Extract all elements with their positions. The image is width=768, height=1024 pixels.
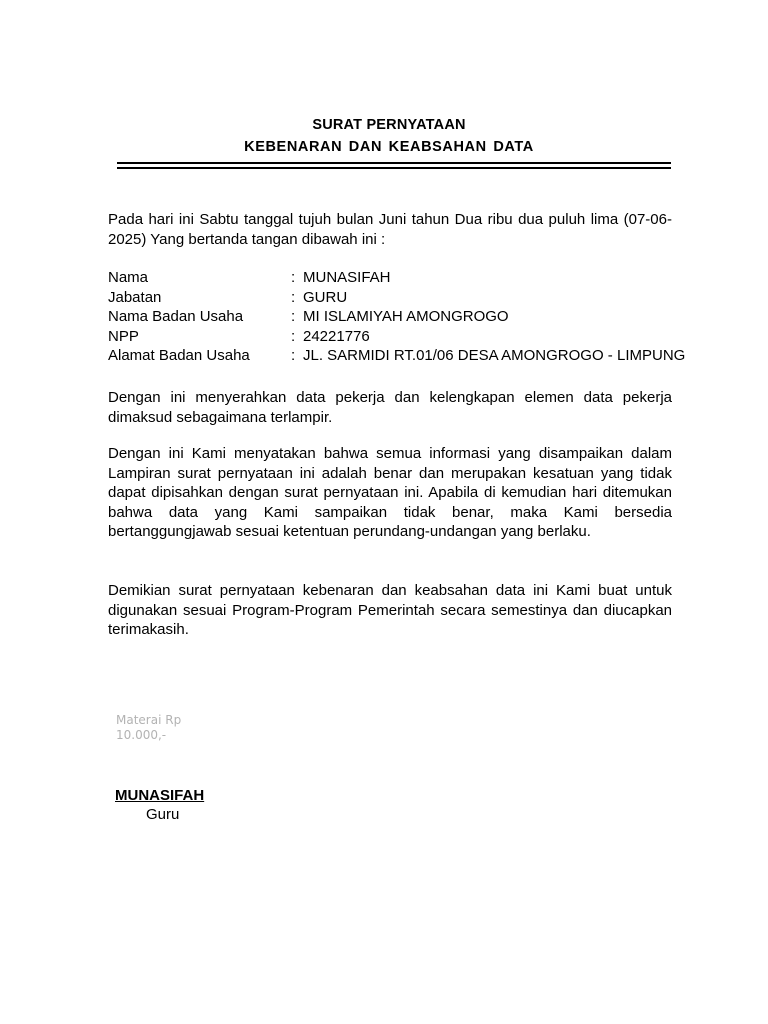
field-row-npp <box>108 327 728 347</box>
field-value: MUNASIFAH <box>303 269 391 286</box>
submission-paragraph: Dengan ini menyerahkan data pekerja dan kelengkapan elemen data pekerja dimaksud sebagaimana terlampir. <box>108 389 672 426</box>
title-line-1: SURAT PERNYATAAN <box>312 117 466 133</box>
document-title <box>0 114 768 158</box>
signer-position: Guru <box>146 806 180 823</box>
stamp-line-2: 10.000,- <box>116 728 167 742</box>
field-value: JL. SARMIDI RT.01/06 DESA AMONGROGO - LIMPUNG <box>303 347 686 365</box>
statement-paragraph: Dengan ini Kami menyatakan bahwa semua informasi yang disampaikan dalam Lampiran surat pernyataan ini adalah benar dan merupakan kesatuan yang tidak dapat dipisahkan dengan surat pernyataan ini. Apabila di kemudian hari ditemukan bahwa data yang Kami sampaikan tidak benar, maka Kami bersedia bertanggungjawab sesuai ketentuan perundang-undangan yang berlaku. <box>108 445 672 541</box>
field-colon: : <box>291 269 296 286</box>
closing-paragraph: Demikian surat pernyataan kebenaran dan keabsahan data ini Kami buat untuk digunakan sesuai Program-Program Pemerintah secara semestinya dan diucapkan terimakasih. <box>108 582 672 639</box>
field-row-name <box>108 268 728 288</box>
field-value: MI ISLAMIYAH AMONGROGO <box>303 308 509 326</box>
field-row-position <box>108 288 728 308</box>
intro-paragraph: Pada hari ini Sabtu tanggal tujuh bulan Juni tahun Dua ribu dua puluh lima (07-06-2025) Yang bertanda tangan dibawah ini : <box>108 211 672 248</box>
field-label: Alamat Badan Usaha <box>108 347 250 365</box>
field-label: Nama Badan Usaha <box>108 308 244 326</box>
field-value: 24221776 <box>303 327 370 345</box>
field-row-business-address <box>108 346 728 366</box>
title-line-2: KEBENARAN DAN KEABSAHAN DATA <box>244 139 534 155</box>
field-colon: : <box>291 327 296 345</box>
field-value: GURU <box>303 288 348 306</box>
identity-fields <box>108 268 728 366</box>
field-colon: : <box>291 347 296 365</box>
field-colon: : <box>291 288 296 306</box>
title-divider-bottom <box>117 167 671 169</box>
stamp-duty-placeholder <box>116 713 181 743</box>
stamp-line-1: Materai Rp <box>116 713 182 727</box>
field-label: Nama <box>108 269 149 286</box>
field-colon: : <box>291 308 296 326</box>
field-row-business-name <box>108 307 728 327</box>
signer-name: MUNASIFAH <box>115 787 205 804</box>
field-label: NPP <box>108 327 139 345</box>
field-label: Jabatan <box>108 288 162 306</box>
title-divider-top <box>117 162 671 164</box>
